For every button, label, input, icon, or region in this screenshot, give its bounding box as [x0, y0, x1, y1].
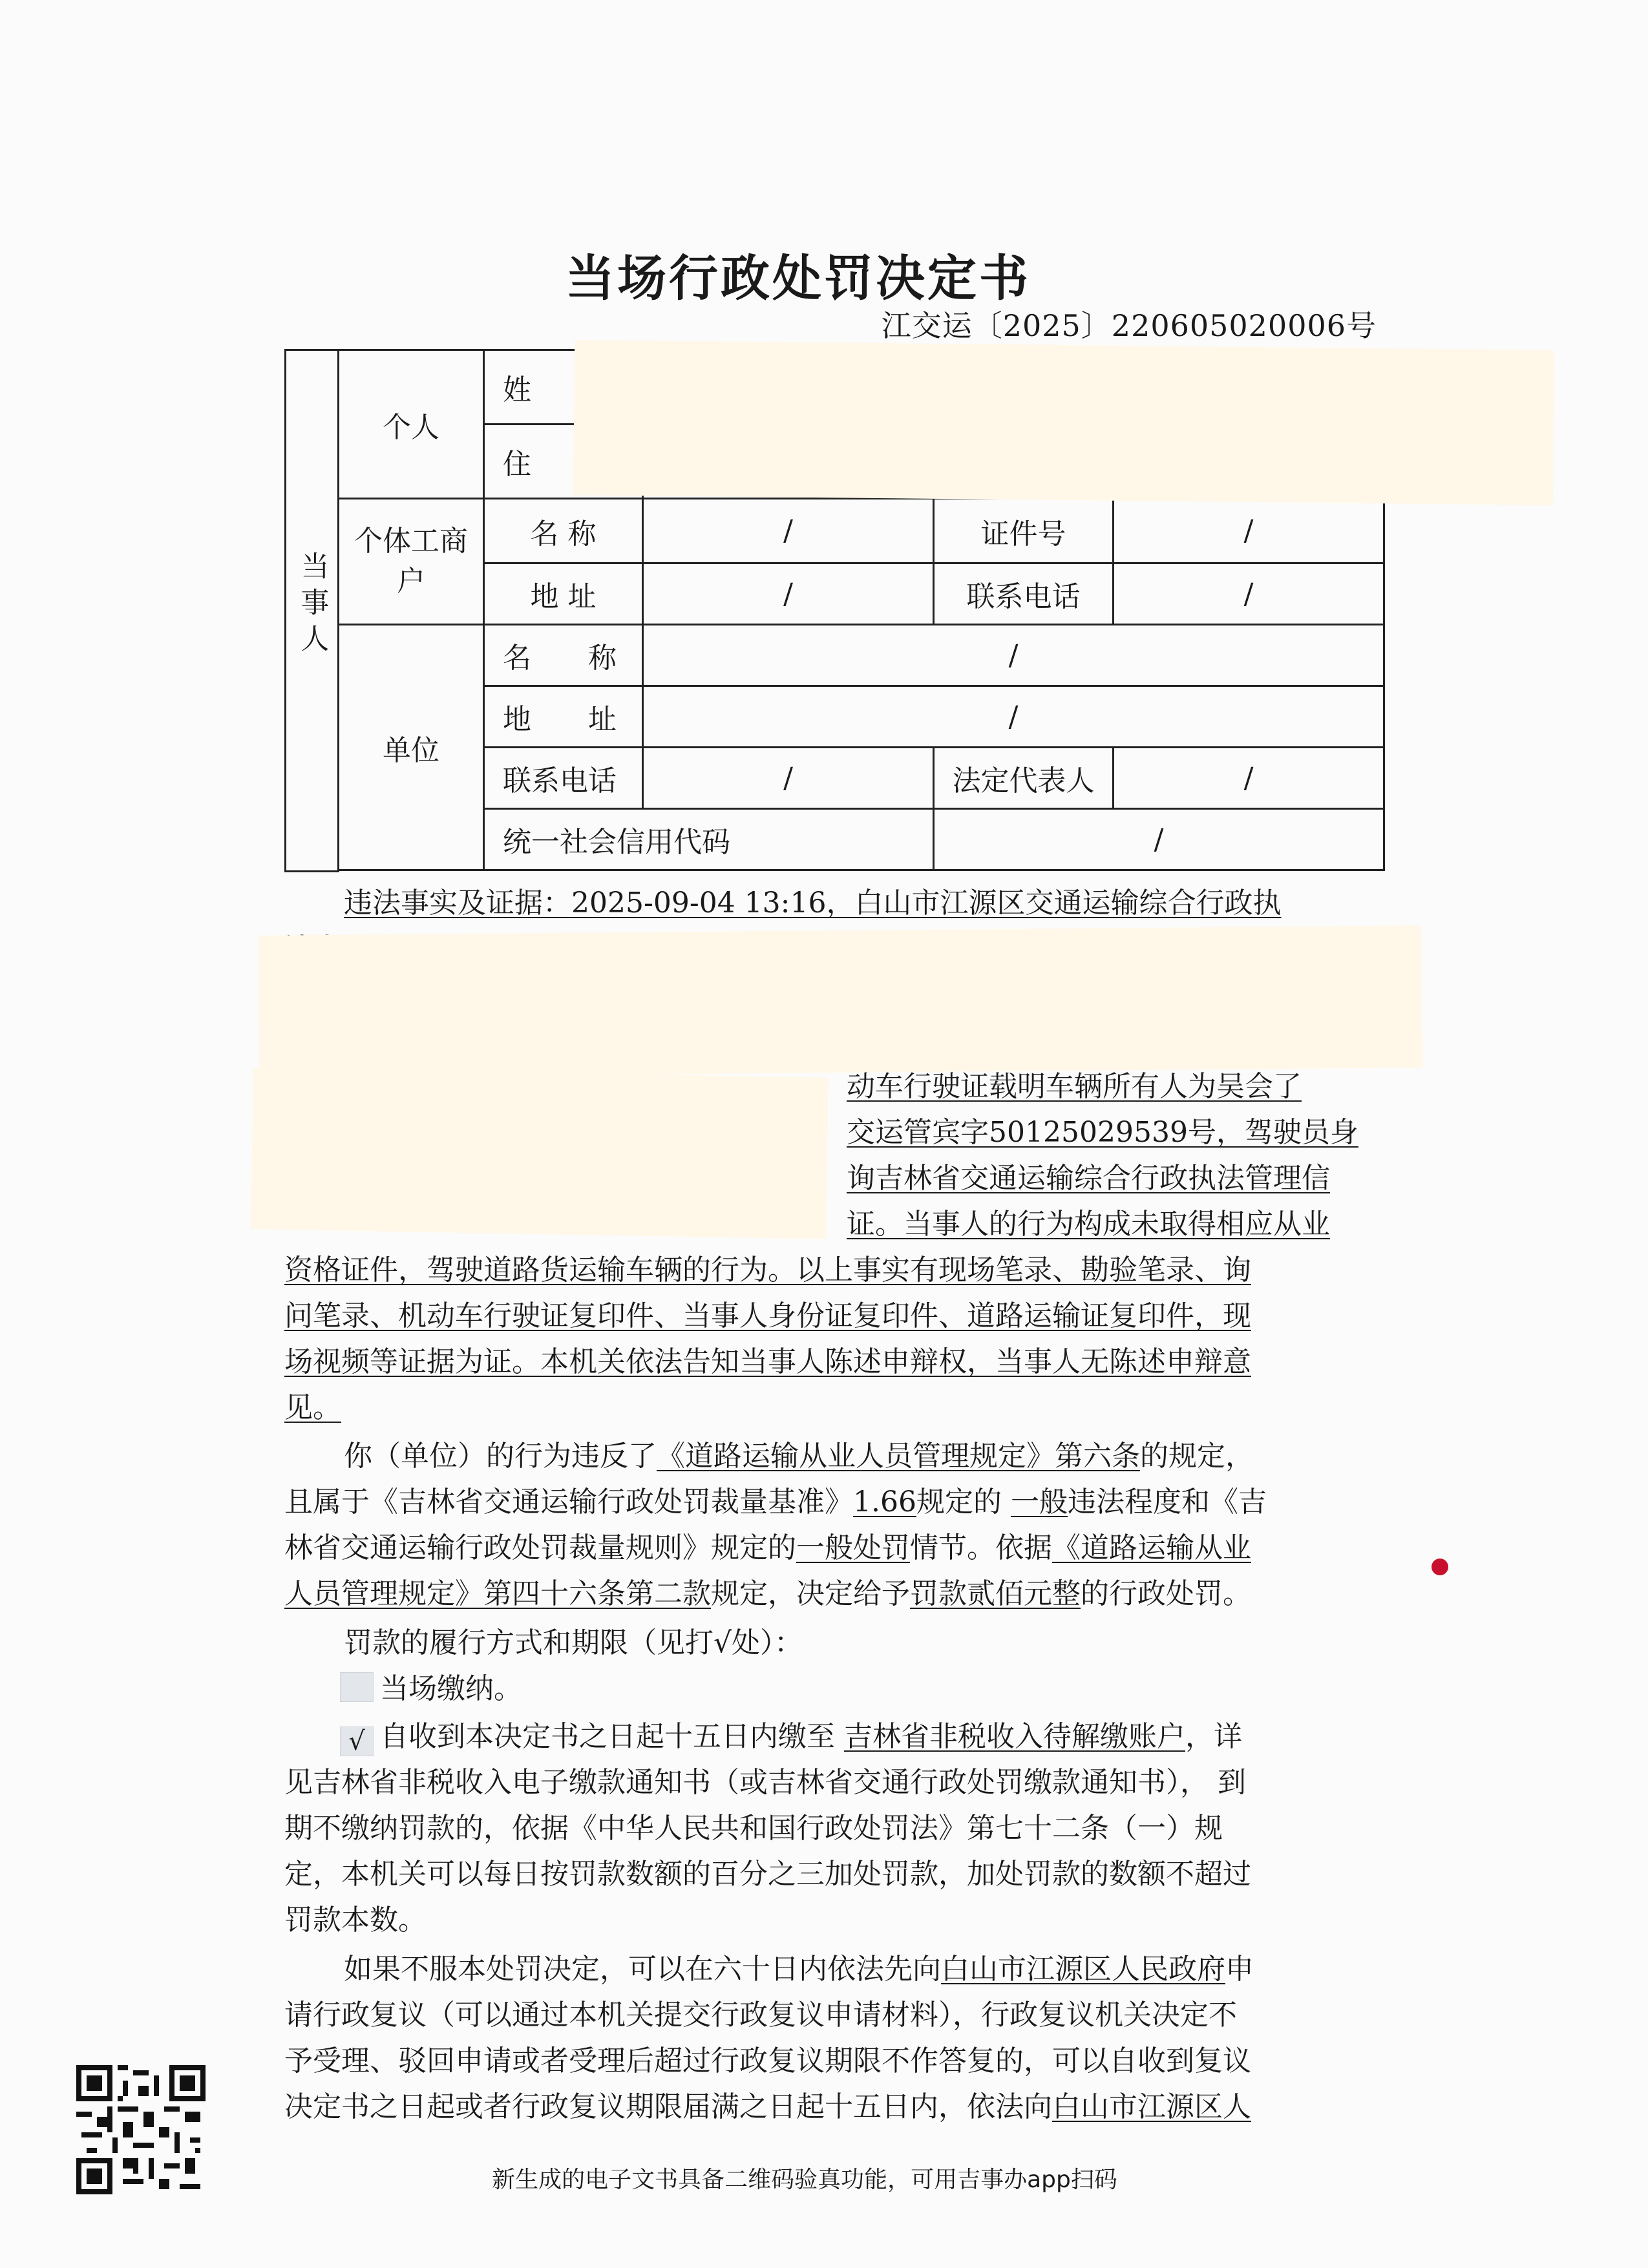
facts-line-1: 违法事实及证据：2025-09-04 13:16，白山市江源区交通运输综合行政执	[344, 887, 1282, 919]
unit-name-label: 名 称	[484, 625, 643, 686]
unit-name-value: /	[643, 625, 1384, 686]
appeal-line-4: 决定书之日起或者行政复议期限届满之日起十五日内，依法向白山市江源区人	[284, 2090, 1251, 2123]
document-number: 江交运〔2025〕220605020006号	[881, 308, 1377, 343]
payment-heading: 罚款的履行方式和期限（见打√处）：	[344, 1626, 803, 1659]
business-name-label: 名 称	[484, 499, 643, 563]
personal-address-label: 住	[484, 425, 643, 499]
personal-name-label: 姓	[484, 350, 643, 425]
checkbox-onsite	[340, 1672, 374, 1702]
payment-option-onsite: 当场缴纳。	[284, 1666, 1426, 1712]
business-address-value: /	[643, 563, 934, 625]
payment-line-5: 罚款本数。	[284, 1904, 427, 1937]
checkbox-account: √	[340, 1727, 374, 1756]
facts-line-4: 交运管宾字50125029539号，驾驶员身	[847, 1116, 1358, 1149]
party-section-label: 当事人	[286, 350, 339, 872]
decision-line-4: 人员管理规定》第四十六条第二款规定，决定给予罚款贰佰元整的行政处罚。	[284, 1577, 1251, 1610]
business-id-value: /	[1114, 499, 1384, 563]
business-id-label: 证件号	[934, 499, 1114, 563]
redaction-block	[258, 925, 1422, 1078]
unit-phone-value: /	[643, 748, 934, 809]
unit-label: 单位	[339, 625, 484, 870]
payment-option-account: √ 自收到本决定书之日起十五日内缴至 吉林省非税收入待解缴账户，详	[284, 1714, 1370, 1759]
unit-rep-label: 法定代表人	[934, 748, 1114, 809]
appeal-line-2: 请行政复议（可以通过本机关提交行政复议申请材料），行政复议机关决定不	[284, 1999, 1237, 2032]
facts-line-5: 询吉林省交通运输综合行政执法管理信	[847, 1162, 1330, 1195]
facts-line-7: 资格证件，驾驶道路货运输车辆的行为。以上事实有现场笔录、勘验笔录、询	[284, 1254, 1251, 1286]
facts-line-8: 问笔录、机动车行驶证复印件、当事人身份证复印件、道路运输证复印件，现	[284, 1299, 1251, 1332]
unit-credit-code-value: /	[934, 809, 1384, 870]
appeal-line-1: 如果不服本处罚决定，可以在六十日内依法先向白山市江源区人民政府申	[344, 1953, 1254, 1986]
unit-rep-value: /	[1114, 748, 1384, 809]
decision-line-2: 且属于《吉林省交通运输行政处罚裁量基准》1.66规定的 一般违法程度和《吉	[284, 1486, 1267, 1518]
appeal-line-3: 予受理、驳回申请或者受理后超过行政复议期限不作答复的，可以自收到复议	[284, 2044, 1251, 2077]
unit-address-label: 地 址	[484, 686, 643, 748]
unit-phone-label: 联系电话	[484, 748, 643, 809]
unit-credit-code-label: 统一社会信用代码	[484, 809, 934, 870]
decision-line-3: 林省交通运输行政处罚裁量规则》规定的一般处罚情节。依据《道路运输从业	[284, 1531, 1251, 1564]
facts-line-6: 证。当事人的行为构成未取得相应从业	[847, 1208, 1330, 1241]
facts-line-10: 见。	[284, 1391, 341, 1424]
redaction-block	[251, 1067, 829, 1239]
payment-line-3: 期不缴纳罚款的，依据《中华人民共和国行政处罚法》第七十二条（一）规	[284, 1812, 1223, 1845]
business-phone-value: /	[1114, 563, 1384, 625]
personal-label: 个人	[339, 350, 484, 499]
payment-line-4: 定，本机关可以每日按罚款数额的百分之三加处罚款，加处罚款的数额不超过	[284, 1858, 1251, 1891]
business-phone-label: 联系电话	[934, 563, 1114, 625]
facts-line-3: 动车行驶证载明车辆所有人为吴会了	[847, 1070, 1302, 1103]
payment-line-2: 见吉林省非税收入电子缴款通知书（或吉林省交通行政处罚缴款通知书）， 到	[284, 1766, 1246, 1799]
qr-verification-note: 新生成的电子文书具备二维码验真功能，可用吉事办app扫码	[492, 2167, 1117, 2193]
unit-address-value: /	[643, 686, 1384, 748]
business-address-label: 地 址	[484, 563, 643, 625]
decision-line-1: 你（单位）的行为违反了《道路运输从业人员管理规定》第六条的规定，	[344, 1440, 1254, 1473]
business-name-value: /	[643, 499, 934, 563]
document-title: 当场行政处罚决定书	[565, 249, 1031, 307]
seal-mark	[1431, 1559, 1448, 1575]
business-label: 个体工商户	[339, 499, 484, 625]
facts-line-9: 场视频等证据为证。本机关依法告知当事人陈述申辩权，当事人无陈述申辩意	[284, 1345, 1251, 1378]
redaction-block	[573, 340, 1554, 505]
